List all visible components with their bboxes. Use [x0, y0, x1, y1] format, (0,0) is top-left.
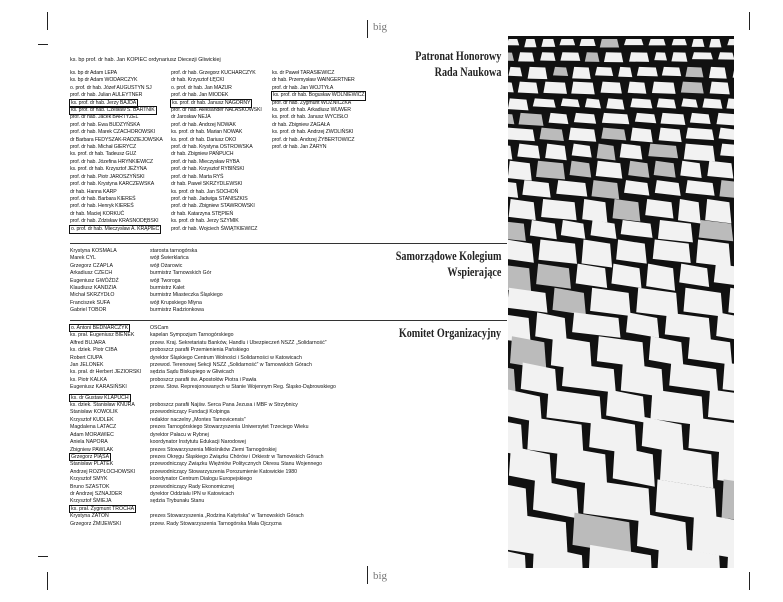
marker-big-bottom: big: [373, 570, 388, 582]
rada-member: ks. prof. dr hab. Jan SOCHOŃ: [171, 188, 239, 195]
cobblestone: [602, 113, 629, 124]
samorzad-list: [70, 248, 223, 315]
rada-member: dr Barbara FEDYSZAK-RADZIEJOWSKA: [70, 136, 163, 143]
cobblestone: [684, 144, 715, 162]
member-name: Krzysztof SMYK: [70, 476, 108, 483]
cobblestone: [613, 199, 641, 222]
komitet-row: [70, 355, 336, 362]
marker-big-top: big: [373, 21, 388, 33]
cobblestone: [582, 199, 607, 223]
rada-member: ks. bp dr Adam LEPA: [70, 70, 118, 76]
member-function: prezes Tarnogórskiego Stowarzyszenia Uniwersytet Trzeciego Wieku: [150, 424, 309, 431]
member-name: ks. dziek. Stanisław KNURA: [70, 402, 135, 409]
rada-member: prof. dr hab. Marek CZACHOROWSKI: [70, 129, 156, 136]
komitet-row: [70, 417, 336, 424]
member-name: ks. prał. Eugeniusz BIENEK: [70, 332, 135, 339]
member-function: przewodniczący Rady Ekonomicznej: [150, 483, 235, 490]
cobblestone: [595, 67, 613, 76]
member-name: Klaudiusz KANDZIA: [70, 285, 117, 292]
member-function: przewodniczący Stowarzyszenia Porozumienie Katowickie 1980: [150, 468, 298, 475]
member-name: Gabriel TOBOR: [70, 307, 107, 314]
rada-member: prof. dr hab. Jan WOJTYŁA: [272, 84, 334, 91]
cobblestone: [585, 52, 600, 62]
komitet-row: [70, 454, 336, 461]
rada-member: dr Jarosław NEJA: [171, 114, 211, 121]
komitet-row: [70, 506, 336, 513]
rada-member: o. prof. dr hab. Józef AUGUSTYN SJ: [70, 84, 152, 91]
rada-member: ks. prof. dr hab. Tadeusz GUZ: [70, 151, 137, 158]
cobblestone: [659, 128, 682, 143]
komitet-row: [70, 402, 336, 409]
member-name: Magdalena LATACZ: [70, 424, 117, 431]
member-function: przewod. Terenowej Sekcji NSZZ „Solidarność” w Tarnowskich Górach: [150, 362, 312, 369]
cobblestone: [517, 144, 540, 159]
intro-line: ks. bp prof. dr hab. Jan KOPIEC ordynariusz Diecezji Gliwickiej: [70, 57, 221, 63]
member-name: Stanisław PLATEK: [70, 461, 114, 468]
heading-patronat: [415, 48, 501, 80]
cobblestone: [543, 82, 567, 94]
cobblestone: [654, 52, 667, 60]
rada-member: prof. dr hab. Henryk KIEREŚ: [70, 203, 134, 210]
rada-member: dr hab. Zbigniew ZAGAŁA: [272, 121, 330, 128]
member-name: Arkadiusz CZECH: [70, 270, 113, 277]
cobblestone: [719, 128, 734, 141]
rada-member: prof. dr hab. Jan ŻARYN: [272, 144, 327, 151]
cobblestone: [652, 82, 676, 94]
cobblestone: [553, 67, 568, 76]
rada-member: prof. dr hab. Krystyna KARCZEWSKA: [70, 181, 155, 188]
rada-member: dr hab. Krzysztof ŁĘCKI: [171, 77, 225, 84]
cobblestone: [518, 82, 539, 94]
cobblestone: [618, 67, 632, 77]
komitet-row: [70, 395, 336, 402]
member-name: Robert CIUPA: [70, 354, 103, 361]
rada-member: prof. dr hab. Jan MIODEK: [171, 92, 229, 99]
member-name: ks. Piotr KALKA: [70, 376, 107, 383]
rada-member: prof. dr hab. Jacek BARTYZEL: [70, 114, 139, 121]
cobblestone: [630, 98, 652, 108]
cobblestone: [579, 39, 595, 46]
member-function: przew. Stow. Represjonowanych w Stanie Wojennym Reg. Śląsko-Dąbrowskiego: [150, 384, 336, 391]
cobblestone: [635, 113, 656, 123]
member-name: ks. dziek. Piotr CIBA: [70, 347, 118, 354]
cobblestone: [661, 113, 686, 125]
member-function: wójt Krupskiego Młyna: [150, 299, 202, 306]
member-name: dr Andrzej SZNAJDER: [70, 490, 123, 497]
rada-member: ks. prof. dr hab. Arkadiusz WUWER: [272, 107, 351, 114]
samorzad-row: [70, 300, 223, 307]
member-name: Stanisław KOWOLIK: [70, 409, 118, 416]
komitet-row: [70, 332, 336, 339]
cobblestone: [545, 144, 567, 161]
cobblestone: [649, 39, 666, 45]
rada-member: ks. prof. dr hab. Dariusz OKO: [171, 136, 237, 143]
crop-mark-bottom-right: [749, 572, 750, 590]
rada-member: dr hab. Hanna KARP: [70, 188, 117, 195]
komitet-row: [70, 362, 336, 369]
komitet-row: [70, 498, 336, 505]
member-function: prezes Stowarzyszenia „Rodzina Katyńska” w Tarnowskich Górach: [150, 513, 304, 520]
komitet-row: [70, 461, 336, 468]
komitet-row: [70, 513, 336, 520]
komitet-list: [70, 325, 336, 528]
member-name: Krzysztof ŚMIEJA: [70, 498, 112, 505]
cobblestone: [508, 161, 532, 181]
member-name: Krystyna ŻATOŃ: [70, 513, 109, 520]
cobblestone: [509, 199, 536, 220]
cobblestone: [533, 98, 556, 107]
rada-member: prof. dr hab. Krystyna OSTROWSKA: [171, 144, 253, 151]
heading-komitet-line1: Komitet Organizacyjny: [398, 325, 501, 340]
cobblestone: [519, 113, 544, 126]
cobblestone: [585, 98, 601, 108]
cobblestone: [606, 98, 624, 109]
rada-member-row: [70, 107, 163, 114]
member-name: ks. prał. Zygmunt TROCHA: [71, 505, 135, 512]
member-function: sędzia Sądu Biskupiego w Gliwicach: [150, 369, 235, 376]
rada-member: prof. dr hab. Wojciech ŚWIĄTKIEWICZ: [171, 225, 258, 232]
komitet-row: [70, 325, 336, 332]
komitet-row: [70, 384, 336, 391]
divider-komitet: [70, 320, 507, 321]
rada-member: dr hab. Katarzyna STĘPIEŃ: [171, 210, 234, 217]
member-name: Krystyna KOSMALA: [70, 248, 117, 254]
cobblestone: [685, 67, 703, 78]
cobblestone: [692, 52, 713, 59]
member-name: Jan JELONEK: [70, 362, 104, 369]
rada-member: prof. dr hab. Aleksander NALASKOWSKI: [171, 107, 262, 114]
cobblestone: [620, 144, 643, 160]
samorzad-row: [70, 248, 223, 255]
cobblestone: [628, 161, 649, 178]
rada-member: prof. dr hab. Julian AULEYTNER: [70, 92, 143, 99]
cobblestone: [658, 220, 693, 242]
cobblestone: [681, 82, 704, 94]
member-function: starosta tarnogórska: [150, 248, 198, 254]
member-function: przew. Kraj. Sekretariatu Banków, Handlu i Ubezpieczeń NSZZ „Solidarność”: [150, 339, 327, 346]
samorzad-row: [70, 270, 223, 277]
cobblestone: [710, 82, 730, 95]
samorzad-row: [70, 278, 223, 285]
member-function: proboszcz parafii św. Apostołów Piotra i Pawła: [150, 376, 257, 383]
crop-mark-bottom-left-h: [38, 556, 48, 557]
rada-member: ks. bp dr Adam WODARCZYK: [70, 77, 138, 84]
cobblestone: [592, 180, 620, 199]
rada-member: prof. dr hab. Mieczysław RYBA: [171, 158, 240, 165]
cobblestone: [596, 161, 623, 179]
komitet-row: [70, 484, 336, 491]
heading-komitet: [399, 325, 501, 341]
rada-member: prof. dr hab. Andrzej ŻYBERTOWICZ: [272, 136, 355, 143]
rada-member: prof. dr hab. Ewa BUDZYŃSKA: [70, 121, 140, 128]
rada-member: prof. dr hab. Andrzej NOWAK: [171, 121, 236, 128]
komitet-row: [70, 447, 336, 454]
member-function: przewodniczący Związku Więźniów Politycznych Okresu Stanu Wojennego: [150, 461, 323, 468]
cobblestone: [718, 52, 734, 59]
member-name: Aniela NAPORA: [70, 439, 108, 446]
cobblestone: [629, 52, 649, 62]
cobblestone: [601, 128, 626, 141]
member-function: wójt Świerklańca: [150, 255, 189, 262]
samorzad-row: [70, 255, 223, 262]
rada-member: dr hab. Maciej KORKUĆ: [70, 210, 125, 217]
cobblestone: [719, 180, 734, 199]
rada-member: prof. dr hab. Zbigniew STAWROWSKI: [171, 203, 255, 210]
member-name: Alfred BUJARA: [70, 339, 106, 346]
rada-member: prof. dr hab. Grzegorz KUCHARCZYK: [171, 70, 256, 76]
rada-member: prof. dr hab. Michał GIERYCZ: [70, 144, 137, 151]
member-function: prezes Stowarzyszenia Miłośników Ziemi Tarnogórskiej: [150, 446, 277, 453]
komitet-row: [70, 347, 336, 354]
member-function: dyrektor Oddziału IPN w Katowicach: [150, 490, 234, 497]
rada-member: ks. prof. dr hab. Andrzej ZWOLIŃSKI: [272, 129, 354, 136]
cobblestone: [716, 113, 734, 126]
cobblestone: [518, 52, 534, 61]
cobblestone: [696, 240, 731, 267]
member-function: przewodniczący Fundacji Kolpinga: [150, 409, 230, 416]
member-name: o. Antoni BEDNARCZYK: [71, 325, 129, 331]
komitet-row: [70, 409, 336, 416]
rada-member: ks. prof. dr hab. Janusz NAGÓRNY: [172, 99, 251, 106]
cobblestone: [709, 39, 721, 47]
cobblestone: [540, 128, 564, 141]
rada-member-row: [272, 92, 365, 99]
member-name: Andrzej ROZPŁOCHOWSKI: [70, 468, 136, 475]
member-name: Marek CYL: [70, 255, 96, 262]
cobblestone: [709, 67, 727, 79]
member-function: proboszcz parafii Przemienienia Pańskiego: [150, 347, 250, 354]
cobblestone: [597, 144, 616, 161]
rada-member: ks. prof. dr hab. Janusz WYCISŁO: [272, 114, 349, 121]
cobblestone: [508, 98, 528, 110]
komitet-row: [70, 476, 336, 483]
rada-member: ks. prof. dr hab. Krzysztof JEŻYNA: [70, 166, 147, 173]
rada-member: dr hab. Zbigniew PAŃPUCH: [171, 151, 234, 158]
rada-column-2: [171, 70, 262, 233]
cobblestone: [559, 39, 575, 45]
cobblestone: [571, 82, 595, 95]
member-function: sędzia Trybunału Stanu: [150, 498, 205, 505]
cobblestone: [707, 161, 733, 179]
cobblestone: [631, 128, 653, 143]
cobblestone: [508, 67, 522, 77]
member-function: wójt Tworoga: [150, 277, 181, 284]
crop-mark-top-left: [47, 12, 48, 30]
rada-member: ks. dr Paweł TARASIEWICZ: [272, 70, 335, 76]
member-function: dyrektor Śląskiego Centrum Wolności i Solidarności w Katowicach: [150, 354, 302, 361]
cobblestone: [582, 240, 613, 268]
cobblestone: [672, 39, 687, 45]
rada-member: prof. dr hab. Krzysztof RYBIŃSKI: [171, 166, 245, 173]
member-name: Zbigniew PAWLAK: [70, 446, 114, 453]
komitet-row: [70, 369, 336, 376]
cobblestone: [720, 144, 734, 158]
cobblestone: [624, 39, 643, 45]
member-name: Eugeniusz KARASIŃSKI: [70, 384, 127, 391]
member-function: OSCam: [150, 325, 169, 331]
cobblestone: [570, 161, 592, 178]
cobblestone: [549, 113, 569, 124]
rada-member: ks. prof. dr hab. Jerzy SZYMIK: [171, 218, 239, 225]
cobblestone: [572, 67, 591, 79]
cobblestone: [657, 98, 676, 108]
cobblestone: [637, 67, 658, 76]
cobblestone: [654, 161, 676, 178]
cobblestone: [536, 161, 565, 180]
member-name: Bruno SZASTOK: [70, 483, 110, 490]
cobblestone: [648, 144, 678, 159]
cobblestone: [524, 39, 536, 47]
rada-member: prof. dr hab. Zdzisław KRASNODĘBSKI: [70, 218, 159, 225]
member-name: Franciszek SUFA: [70, 299, 111, 306]
rada-member: prof. dr hab. Józefina HRYNKIEWICZ: [70, 158, 153, 165]
member-function: proboszcz parafii Najśw. Serca Pana Jezusa i MBF w Strzybnicy: [150, 402, 298, 409]
cobblestone: [628, 82, 647, 94]
member-function: burmistrz Radzionkowa: [150, 307, 204, 314]
komitet-row: [70, 424, 336, 431]
member-function: koordynator Centrum Dialogu Europejskiego: [150, 476, 253, 483]
member-function: burmistrz Kalet: [150, 285, 185, 292]
rada-member: prof. dr hab. Barbara KIEREŚ: [70, 195, 136, 202]
heading-samorzad-line2: Wspierające: [446, 264, 501, 279]
rada-member: o. prof. dr hab. Jan MAZUR: [171, 84, 232, 91]
rada-member: prof. dr hab. Zygmunt WOŹNICZKA: [272, 99, 352, 106]
rada-member-row: [70, 226, 163, 233]
divider-samorzad: [70, 243, 507, 244]
member-name: Krzysztof KUDLEK: [70, 416, 114, 423]
komitet-row: [70, 340, 336, 347]
member-name: Grzegorz CZAPLA: [70, 262, 113, 269]
cobblestone: [678, 199, 701, 224]
cobblestone: [540, 52, 555, 61]
cobblestone: [541, 39, 555, 47]
rada-member: ks. prof. dr hab. Jerzy BAJDA: [71, 99, 137, 106]
komitet-row: [70, 432, 336, 439]
cobblestone: [681, 98, 698, 107]
rada-member: dr hab. Przemysław WAINGERTNER: [272, 77, 355, 84]
cobblestone: [705, 199, 731, 223]
cobblestone: [572, 144, 592, 158]
komitet-row: [70, 469, 336, 476]
heading-samorzad: [395, 248, 501, 280]
member-name: ks. prał. dr Herbert JEZIORSKI: [70, 369, 142, 376]
member-name: Michał SKRZYDŁO: [70, 292, 115, 299]
member-name: Grzegorz ŻMIJEWSKI: [70, 520, 122, 527]
crop-mark-top-center: [367, 20, 368, 38]
member-function: prezes Okręgu Śląskiego Związku Chórów i Orkiestr w Tarnowskich Górach: [150, 453, 324, 460]
rada-member: ks. prof. dr hab. Bogusław WOLNIEWICZ: [273, 92, 365, 99]
crop-mark-top-left-h: [38, 44, 48, 45]
cobblestone: [574, 113, 596, 124]
cobblestone: [541, 199, 576, 220]
member-function: koordynator Instytutu Edukacji Narodowej: [150, 439, 246, 446]
cobblestone: [662, 67, 681, 76]
member-function: kapelan Sympozjum Tarnogórskiego: [150, 332, 234, 339]
samorzad-row: [70, 292, 223, 299]
cobblestone: [680, 161, 701, 178]
heading-patronat-line1: Patronat Honorowy: [414, 48, 501, 63]
rada-member-row: [171, 100, 262, 107]
rada-member: ks. prof. dr hab. Marian NOWAK: [171, 129, 243, 136]
cobblestone: [528, 67, 548, 79]
cobblestone: [671, 52, 687, 61]
member-function: burmistrz Miasteczka Śląskiego: [150, 292, 223, 299]
komitet-row: [70, 439, 336, 446]
rada-member: ks. prof. dr hab. Czesław S. BARTNIK: [71, 107, 155, 114]
crop-mark-bottom-center: [367, 566, 368, 584]
cobblestone: [604, 52, 623, 62]
member-function: burmistrz Tarnowskich Gór: [150, 270, 212, 277]
cobblestone: [569, 128, 597, 142]
cobblestone: [508, 128, 535, 142]
member-function: redaktor naczelny „Montes Tarnovicensis”: [150, 416, 246, 423]
crop-mark-bottom-left: [47, 572, 48, 590]
rada-column-1: [70, 70, 163, 233]
samorzad-row: [70, 307, 223, 314]
rada-member: o. prof. dr hab. Mieczysław A. KRĄPIEC: [71, 225, 160, 232]
rada-member: prof. dr hab. Marta RYŚ: [171, 173, 224, 180]
rada-member-row: [70, 100, 163, 107]
member-name: Grzegorz PIĄSA: [71, 453, 110, 460]
heading-samorzad-line1: Samorządowe Kolegium: [395, 248, 501, 263]
samorzad-row: [70, 263, 223, 270]
member-function: wójt Ożarowic: [150, 262, 183, 269]
cobblestone: [561, 98, 580, 107]
rada-member: prof. dr hab. Piotr JAROSZYŃSKI: [70, 173, 145, 180]
cobblestone: [560, 52, 580, 61]
cobblestone: [692, 39, 705, 47]
rada-member: prof. dr hab. Jadwiga STANISZKIS: [171, 195, 248, 202]
member-name: Eugeniusz GWÓŹDŹ: [70, 277, 119, 284]
rada-column-3: [272, 70, 365, 151]
cobblestone: [601, 82, 622, 94]
cobblestone: [686, 128, 714, 141]
cobblestone: [690, 113, 711, 124]
member-function: dyrektor Pałacu w Rybnej: [150, 431, 209, 438]
member-function: przew. Rady Stowarzyszenia Tarnogórska Mała Ojczyzna: [150, 520, 282, 527]
cobblestone: [702, 98, 722, 108]
komitet-row: [70, 521, 336, 528]
member-name: Adam MORAWIEC: [70, 431, 114, 438]
member-name: ks. dr Gustaw KLAPUCH: [71, 394, 129, 401]
rada-member: dr hab. Paweł SKRZYDLEWSKI: [171, 181, 243, 188]
heading-patronat-line2: Rada Naukowa: [434, 64, 501, 79]
cobblestone: [600, 39, 619, 48]
cobblestone-photo: [508, 36, 734, 568]
crop-mark-top-right: [749, 12, 750, 30]
